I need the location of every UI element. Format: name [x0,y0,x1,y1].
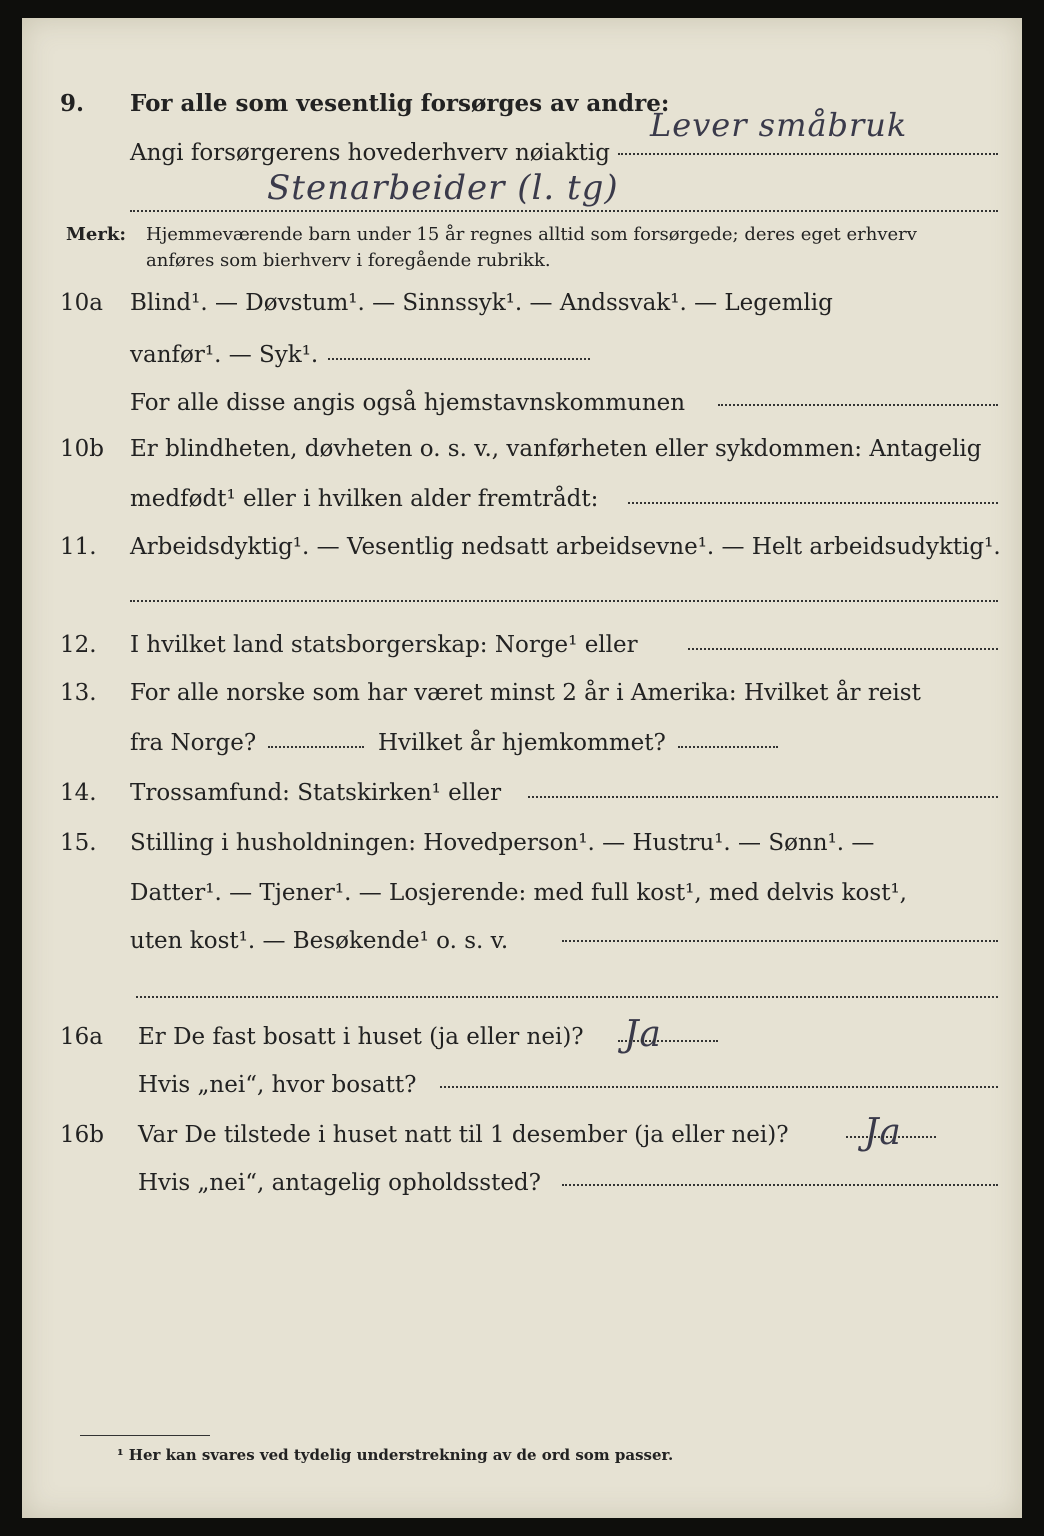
q16b-text-2: Hvis „nei“, antagelig opholdssted? [138,1170,541,1196]
q11-answer-line [130,600,998,602]
q9-number: 9. [60,90,85,117]
q10a-text-3: For alle disse angis også hjemstavnskommunen [130,390,686,416]
q16a-answer-line-2 [440,1086,998,1088]
q13-answer-line-1 [268,746,364,748]
q16b-answer-line-2 [562,1184,998,1186]
q10b-answer-line [628,502,998,504]
q12-number: 12. [60,632,97,658]
merk-label: Merk: [66,224,126,245]
q13-text-1: For alle norske som har været minst 2 år i Amerika: Hvilket år reist [130,680,921,706]
q11-number: 11. [60,534,97,560]
footnote: ¹ Her kan svares ved tydelig understrekning av de ord som passer. [117,1446,674,1464]
merk-text-2: anføres som bierhverv i foregående rubrikk. [146,250,551,271]
q10a-text-2: vanfør¹. — Syk¹. [130,342,319,368]
q10b-number: 10b [60,436,104,462]
q10b-text-1: Er blindheten, døvheten o. s. v., vanførheten eller sykdommen: Antagelig [130,436,982,462]
q16a-number: 16a [60,1024,103,1050]
q9-question: Angi forsørgerens hovederhverv nøiaktig [130,140,610,166]
q9-handwriting-2: Stenarbeider (l. tg) [267,168,619,208]
q10a-answer-line-2 [718,404,998,406]
q15-text-3: uten kost¹. — Besøkende¹ o. s. v. [130,928,509,954]
merk-text-1: Hjemmeværende barn under 15 år regnes alltid som forsørgede; deres eget erhverv [146,224,917,245]
q10a-answer-line-1 [328,358,590,360]
q15-answer-line-1 [562,940,998,942]
q12-text: I hvilket land statsborgerskap: Norge¹ eller [130,632,638,658]
q15-number: 15. [60,830,97,856]
q15-answer-line-2 [136,996,998,998]
q14-number: 14. [60,780,97,806]
q10b-text-2: medfødt¹ eller i hvilken alder fremtrådt: [130,486,599,512]
q16a-answer-line-1 [618,1040,718,1042]
q14-text: Trossamfund: Statskirken¹ eller [130,780,502,806]
q9-handwriting-1: Lever småbruk [650,106,908,144]
q13-text-2a: fra Norge? [130,730,257,756]
q16b-answer-line-1 [846,1136,936,1138]
q13-number: 13. [60,680,97,706]
footnote-rule [80,1435,210,1436]
q16b-answer: Ja [864,1112,902,1153]
q12-answer-line [688,648,998,650]
q10a-text-1: Blind¹. — Døvstum¹. — Sinnssyk¹. — Andssvak¹. — Legemlig [130,290,833,316]
q16a-text-2: Hvis „nei“, hvor bosatt? [138,1072,417,1098]
q11-text: Arbeidsdyktig¹. — Vesentlig nedsatt arbeidsevne¹. — Helt arbeidsudyktig¹. [130,534,1001,560]
q13-text-2b: Hvilket år hjemkommet? [378,730,666,756]
q9-heading: For alle som vesentlig forsørges av andre: [130,90,670,117]
q15-text-2: Datter¹. — Tjener¹. — Losjerende: med full kost¹, med delvis kost¹, [130,880,907,906]
q10a-number: 10a [60,290,103,316]
q14-answer-line [528,796,998,798]
q16b-number: 16b [60,1122,104,1148]
q9-answer-line-2 [130,210,998,212]
q16a-answer: Ja [624,1014,662,1055]
q15-text-1: Stilling i husholdningen: Hovedperson¹. — Hustru¹. — Sønn¹. — [130,830,875,856]
q16b-text-1: Var De tilstede i huset natt til 1 desember (ja eller nei)? [138,1122,789,1148]
census-form-page [22,18,1022,1518]
q16a-text-1: Er De fast bosatt i huset (ja eller nei)? [138,1024,584,1050]
q9-answer-line-1 [618,153,998,155]
q13-answer-line-2 [678,746,778,748]
